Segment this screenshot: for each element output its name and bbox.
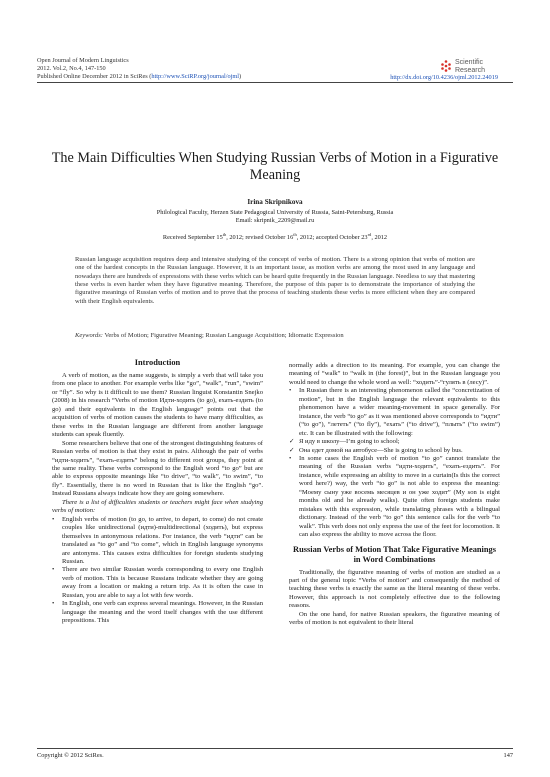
affiliation: Philological Faculty, Herzen State Pedagogical University of Russia, Saint-Petersburg, Russia Email: skripnik_2209@mail.ru: [37, 209, 513, 225]
scientific-research-logo: [440, 58, 496, 78]
author-email: Email: skripnik_2209@mail.ru: [235, 217, 315, 224]
paper-title: The Main Difficulties When Studying Russian Verbs of Motion in a Figurative Meaning: [51, 150, 499, 183]
list-item: • In some cases the English verb of motion “to go” cannot translate the meaning of the Russian verbs “идти-ходить”, “ехать-ездить”. For instance, while expressing an ability to move in a curtain(Is this the correct word here?) way, the verb “to go” is not able to express the meaning: “Моему сыну уже восемь месяцев и он уже ходит” (My son is eight months old and he already walks). Quite often foreign students make mistakes with this expression, while translating phrases with a bilingual dictionary. Instead of the verb “to go” this sentence calls for the verb “to walk”. This verb does not only express the use of the feet for locomotion. It can also express the ability to move across the floor.: [289, 454, 500, 539]
left-column: [52, 358, 263, 626]
bullet-icon: •: [52, 566, 55, 574]
journal-name: Open Journal of Modern Linguistics: [37, 57, 129, 64]
bullet-icon: •: [289, 387, 292, 395]
keywords: [75, 332, 475, 339]
list-item: • There are two similar Russian words corresponding to every one English verb of motion. This is because Russians indicate whether they are going away from a location or making a return trip. As it is often the case in Russian, you are able to say a lot with few words.: [52, 566, 263, 599]
difficulty-list-continued: [289, 387, 500, 539]
checkmark-icon: ✓: [289, 446, 295, 454]
paragraph: There is a list of difficulties students or teachers might face when studying verbs of motion:: [52, 498, 263, 515]
logo-text: Scientific Research: [455, 59, 485, 74]
paragraph: normally adds a direction to its meaning. For example, you can change the meaning of “walk” to “walk in (the forest)”, but in the Russian language you would need to change the whole word as well: “ходить”-“гулять в (лесу)”.: [289, 362, 500, 386]
footer-rule: [37, 748, 513, 749]
published-line: Published Online December 2012 in SciRes (http://www.SciRP.org/journal/ojml): [37, 73, 242, 81]
doi-link[interactable]: http://dx.doi.org/10.4236/ojml.2012.24019: [390, 73, 498, 81]
paragraph: Traditionally, the figurative meaning of verbs of motion are studied as a part of the general topic “Verbs of motion” and consequently the method of teaching these verbs is exactly the same as the literal meaning of these verbs. However, this approach is not completely effective due to the following reasons.: [289, 568, 500, 610]
list-item: • In Russian there is an interesting phenomenon called the “concretization of motion”, but in the English language the relevant equivalents to this phenomenon have a wider meaning-movement in space generally. For instance, the verb “to go” as it was mentioned above corresponds to “идти” (“to go”), “лететь” (“to fly”), “ехать” (“to drive”), “плыть” (“to swim”) etc. It can be illustrated with the following:: [289, 387, 500, 437]
section-heading: Russian Verbs of Motion That Take Figurative Meanings in Word Combinations: [293, 544, 496, 564]
abstract: Russian language acquisition requires deep and intensive studying of the concept of verbs of motion. There is a strong opinion that verbs of motion are one of the hardest concepts in the Russian language. However, it is an important issue, as motion verbs are among the most used in any language and nowadays there are hundreds of expressions with these verbs which can be heard quite frequently in the Russian language. Needless to say that mastering these verbs is even harder when they have figurative meaning. Therefore, the purpose of this paper is to demonstrate the importance of studying the figurative meanings of Russian verbs of motion and to prove that the process of teaching students these verbs is more efficient when they are compared with their English equivalents.: [75, 256, 475, 305]
example-item: ✓ Она едет домой на автобусе—She is going to school by bus.: [289, 446, 463, 454]
page-footer: [37, 752, 513, 759]
journal-header: [37, 57, 241, 82]
bullet-icon: •: [52, 600, 55, 608]
author-name: Irina Skripnikova: [247, 198, 303, 206]
keywords-label: Keywords:: [75, 332, 103, 339]
journal-volume: 2012. Vol.2, No.4, 147-150: [37, 65, 106, 73]
checkmark-icon: ✓: [289, 438, 295, 446]
keywords-text: Verbs of Motion; Figurative Meaning; Russian Language Acquisition; Idiomatic Expression: [104, 332, 344, 339]
header-rule: [37, 82, 513, 83]
bullet-icon: •: [52, 515, 55, 523]
right-column: [289, 362, 500, 628]
difficulty-list: [52, 516, 263, 626]
introduction-heading: Introduction: [134, 358, 181, 367]
logo-dots-icon: [440, 60, 452, 72]
paragraph: A verb of motion, as the name suggests, is simply a verb that will take you from one place to another. For example verbs like “go”, “walk”, “run”, “swim” or “fly”. So why is it difficult to use them? Russian linguist Konstantin Snejko (2008) in his research “Verbs of motion Идти-ходить (to go), ехать-ездить (to go) and their equivalents in the English language” points out that the acquisition of verbs of motion causes the students to have many difficulties, as these verbs in the Russian language are different from another language students can speak fluently.: [52, 372, 263, 439]
paragraph: On the one hand, for native Russian speakers, the figurative meaning of verbs of motion is not equivalent to their literal: [289, 610, 500, 627]
list-item: • In English, one verb can express several meanings. However, in the Russian language the meaning and the word itself changes with the use different prepositions. This: [52, 600, 263, 625]
bullet-icon: •: [289, 454, 292, 462]
paragraph: Some researchers believe that one of the strongest distinguishing features of Russian verbs of motion is that they exist in pairs. Although the pair of verbs “идти-ходить”, “ехать-ездить” belong to different root groups, they point at the same reality. These verbs correspond to the English word “to go” but are able to express opposite meanings like “to drive”, “to walk”, “to swim”, “to fly”. Essentially, there is no word in Russian that is like the English “go”. Instead Russians always indicate how they are going somewhere.: [52, 439, 263, 498]
journal-url-link[interactable]: http://www.SciRP.org/journal/ojml: [151, 73, 240, 81]
page-number: 147: [503, 752, 513, 759]
copyright: Copyright © 2012 SciRes.: [37, 752, 104, 759]
list-item: • English verbs of motion (to go, to arrive, to depart, to come) do not create couples like unidirectional (идти)-multidirectional (ходить), but express themselves in antonymous relations. For instance, the verb “идти” can be translated as “to go” and “to come”, which in English language synonyms are antonyms. This causes extra difficulties for foreign students studying Russian.: [52, 515, 263, 565]
example-item: ✓ Я иду в школу—I’m going to school;: [289, 438, 400, 446]
received-dates: Received September 15th, 2012; revised October 16th, 2012; accepted October 23rd, 2012: [162, 232, 388, 242]
